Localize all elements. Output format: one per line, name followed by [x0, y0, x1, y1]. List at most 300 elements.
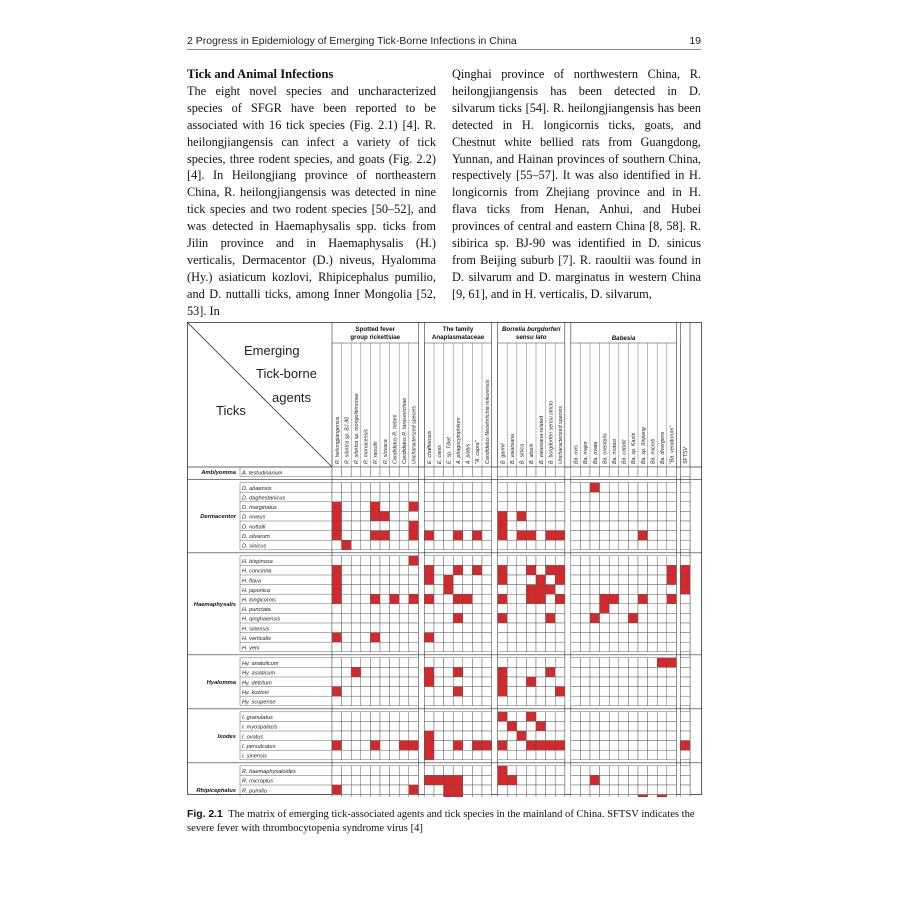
- matrix-cell: [590, 594, 600, 604]
- infection-mark: [409, 594, 419, 604]
- matrix-cell: [409, 604, 419, 614]
- matrix-cell: [351, 467, 361, 477]
- matrix-cell: [619, 540, 629, 550]
- matrix-cell: [571, 642, 581, 652]
- matrix-cell: [517, 585, 527, 595]
- infection-mark: [409, 531, 419, 541]
- matrix-cell: [580, 775, 590, 785]
- column-label: R. slovaca: [382, 439, 389, 464]
- matrix-cell: [390, 613, 400, 623]
- matrix-cell: [546, 594, 556, 604]
- matrix-cell: [580, 712, 590, 722]
- matrix-cell: [571, 721, 581, 731]
- matrix-cell: [609, 531, 619, 541]
- matrix-cell: [526, 492, 536, 502]
- matrix-cell: [444, 633, 454, 643]
- matrix-cell: [546, 604, 556, 614]
- matrix-cell: [619, 623, 629, 633]
- matrix-cell: [555, 750, 565, 760]
- matrix-cell: [361, 492, 371, 502]
- matrix-cell: [424, 696, 434, 706]
- matrix-cell: [409, 658, 419, 668]
- matrix-cell: [667, 633, 677, 643]
- infection-mark: [424, 633, 434, 643]
- matrix-cell: [453, 731, 463, 741]
- matrix-cell: [399, 594, 409, 604]
- matrix-cell: [390, 556, 400, 566]
- infection-mark: [453, 741, 463, 751]
- matrix-cell: [434, 521, 444, 531]
- infection-mark: [332, 741, 342, 751]
- matrix-cell: [526, 775, 536, 785]
- group-label: Anaplasmataceae: [431, 334, 485, 341]
- matrix-cell: [571, 585, 581, 595]
- matrix-cell: [434, 467, 444, 477]
- matrix-cell: [482, 502, 492, 512]
- matrix-cell: [507, 531, 517, 541]
- matrix-cell: [638, 633, 648, 643]
- species-name: I. sinensis: [242, 753, 267, 760]
- matrix-cell: [571, 623, 581, 633]
- species-name: H. sinensis: [242, 626, 270, 633]
- matrix-cell: [434, 531, 444, 541]
- matrix-cell: [498, 795, 508, 797]
- matrix-cell: [638, 483, 648, 493]
- matrix-cell: [444, 594, 454, 604]
- matrix-cell: [590, 667, 600, 677]
- matrix-cell: [351, 677, 361, 687]
- matrix-cell: [482, 585, 492, 595]
- matrix-cell: [332, 483, 342, 493]
- matrix-cell: [390, 721, 400, 731]
- matrix-cell: [507, 795, 517, 797]
- matrix-cell: [580, 604, 590, 614]
- matrix-cell: [453, 492, 463, 502]
- matrix-cell: [482, 556, 492, 566]
- species-name: R. haemaphysaloides: [242, 769, 296, 776]
- matrix-cell: [332, 613, 342, 623]
- matrix-cell: [380, 687, 390, 697]
- matrix-cell: [482, 623, 492, 633]
- matrix-cell: [434, 795, 444, 797]
- matrix-cell: [657, 712, 667, 722]
- matrix-cell: [571, 540, 581, 550]
- matrix-cell: [361, 741, 371, 751]
- matrix-cell: [380, 712, 390, 722]
- matrix-cell: [424, 766, 434, 776]
- matrix-cell: [680, 604, 690, 614]
- matrix-cell: [463, 633, 473, 643]
- matrix-cell: [482, 795, 492, 797]
- caption-label: Fig. 2.1: [187, 809, 223, 820]
- matrix-cell: [424, 642, 434, 652]
- matrix-cell: [507, 483, 517, 493]
- matrix-cell: [361, 594, 371, 604]
- matrix-cell: [555, 511, 565, 521]
- matrix-cell: [609, 511, 619, 521]
- matrix-cell: [507, 658, 517, 668]
- matrix-cell: [399, 604, 409, 614]
- matrix-cell: [555, 492, 565, 502]
- infection-mark: [498, 667, 508, 677]
- matrix-cell: [498, 604, 508, 614]
- matrix-cell: [342, 667, 352, 677]
- infection-mark: [667, 658, 677, 668]
- matrix-cell: [380, 492, 390, 502]
- matrix-cell: [380, 721, 390, 731]
- infection-mark: [434, 775, 444, 785]
- species-name: H. concinna: [242, 568, 272, 575]
- matrix-cell: [517, 556, 527, 566]
- species-name: R. microplus: [242, 778, 274, 785]
- matrix-cell: [351, 483, 361, 493]
- matrix-cell: [680, 775, 690, 785]
- matrix-cell: [526, 556, 536, 566]
- matrix-cell: [526, 766, 536, 776]
- matrix-cell: [409, 467, 419, 477]
- infection-mark: [390, 594, 400, 604]
- matrix-cell: [667, 502, 677, 512]
- matrix-cell: [332, 467, 342, 477]
- matrix-cell: [657, 585, 667, 595]
- matrix-cell: [390, 677, 400, 687]
- matrix-cell: [370, 565, 380, 575]
- species-name: H. flava: [242, 578, 261, 585]
- matrix-cell: [609, 658, 619, 668]
- matrix-cell: [667, 483, 677, 493]
- matrix-cell: [609, 556, 619, 566]
- matrix-cell: [370, 575, 380, 585]
- matrix-cell: [609, 687, 619, 697]
- matrix-cell: [361, 531, 371, 541]
- matrix-cell: [580, 658, 590, 668]
- matrix-cell: [390, 785, 400, 795]
- matrix-cell: [342, 575, 352, 585]
- matrix-cell: [463, 721, 473, 731]
- matrix-cell: [409, 775, 419, 785]
- matrix-cell: [517, 467, 527, 477]
- matrix-cell: [590, 766, 600, 776]
- matrix-cell: [657, 667, 667, 677]
- matrix-cell: [546, 658, 556, 668]
- matrix-cell: [498, 483, 508, 493]
- matrix-cell: [571, 511, 581, 521]
- matrix-cell: [590, 642, 600, 652]
- matrix-cell: [680, 613, 690, 623]
- matrix-cell: [680, 556, 690, 566]
- matrix-cell: [361, 642, 371, 652]
- matrix-cell: [390, 658, 400, 668]
- matrix-cell: [536, 613, 546, 623]
- matrix-cell: [472, 502, 482, 512]
- matrix-cell: [390, 565, 400, 575]
- matrix-cell: [332, 696, 342, 706]
- matrix-cell: [434, 741, 444, 751]
- matrix-cell: [498, 633, 508, 643]
- matrix-cell: [571, 633, 581, 643]
- matrix-cell: [342, 775, 352, 785]
- matrix-cell: [361, 502, 371, 512]
- caption-text: The matrix of emerging tick-associated agents and tick species in the mainland of China. SFTSV indicates the severe fever with thrombocytopenia syndrome virus [4]: [187, 809, 695, 834]
- matrix-cell: [638, 492, 648, 502]
- matrix-cell: [409, 483, 419, 493]
- matrix-cell: [342, 483, 352, 493]
- corner-word-emerging: Emerging: [244, 343, 300, 358]
- matrix-cell: [351, 556, 361, 566]
- infection-mark: [453, 667, 463, 677]
- column-label: "Ba. venatorum": [669, 425, 676, 464]
- matrix-cell: [580, 721, 590, 731]
- infection-mark: [498, 775, 508, 785]
- matrix-cell: [638, 741, 648, 751]
- matrix-cell: [667, 795, 677, 797]
- matrix-cell: [638, 623, 648, 633]
- matrix-cell: [600, 502, 610, 512]
- matrix-cell: [424, 712, 434, 722]
- matrix-cell: [390, 741, 400, 751]
- matrix-cell: [453, 677, 463, 687]
- matrix-cell: [332, 731, 342, 741]
- matrix-cell: [657, 623, 667, 633]
- matrix-cell: [648, 677, 658, 687]
- matrix-cell: [361, 667, 371, 677]
- matrix-cell: [667, 492, 677, 502]
- matrix-cell: [361, 731, 371, 741]
- matrix-cell: [628, 575, 638, 585]
- matrix-cell: [434, 750, 444, 760]
- matrix-cell: [590, 658, 600, 668]
- matrix-cell: [571, 521, 581, 531]
- matrix-cell: [472, 667, 482, 677]
- matrix-cell: [571, 565, 581, 575]
- matrix-cell: [399, 658, 409, 668]
- matrix-cell: [370, 750, 380, 760]
- matrix-cell: [536, 795, 546, 797]
- matrix-cell: [380, 575, 390, 585]
- matrix-cell: [482, 492, 492, 502]
- matrix-cell: [472, 521, 482, 531]
- infection-mark: [409, 785, 419, 795]
- species-name: I. ovatus: [242, 734, 264, 741]
- matrix-cell: [546, 677, 556, 687]
- left-paragraph: The eight novel species and uncharacterized species of SFGR have been reported to be associated with 16 tick species (Fig. 2.1) [4]. R. heilongjiangensis can infect a variety of tick species, three rodent species, and goats (Fig. 2.2) [4]. In Heilongjiang province of northeastern China, R. heilongjiangensis was detected in nine tick species and two rodent species [50–52], and was detected in Haemaphysalis spp. ticks from Jilin province and in Haemaphysalis (H.) verticalis, Dermacentor (D.) niveus, Hyalomma (Hy.) asiaticum kozlovi, Rhipicephalus pumilio, and D. nuttalli ticks, among Inner Mongolia [52, 53]. In: [187, 83, 436, 318]
- matrix-cell: [444, 521, 454, 531]
- infection-mark: [667, 575, 677, 585]
- infection-mark: [424, 575, 434, 585]
- matrix-cell: [482, 540, 492, 550]
- matrix-cell: [351, 741, 361, 751]
- infection-mark: [424, 677, 434, 687]
- matrix-cell: [628, 642, 638, 652]
- left-column: [187, 66, 436, 320]
- species-name: H. bispinosa: [242, 559, 273, 566]
- infection-mark: [332, 531, 342, 541]
- matrix-cell: [434, 712, 444, 722]
- matrix-cell: [600, 633, 610, 643]
- matrix-cell: [482, 467, 492, 477]
- matrix-cell: [619, 785, 629, 795]
- matrix-cell: [600, 667, 610, 677]
- matrix-cell: [409, 575, 419, 585]
- matrix-cell: [482, 775, 492, 785]
- infection-mark: [463, 594, 473, 604]
- infection-mark: [657, 658, 667, 668]
- matrix-cell: [507, 502, 517, 512]
- infection-mark: [424, 750, 434, 760]
- matrix-cell: [536, 623, 546, 633]
- matrix-cell: [648, 731, 658, 741]
- infection-mark: [590, 483, 600, 493]
- matrix-cell: [399, 667, 409, 677]
- matrix-cell: [453, 585, 463, 595]
- matrix-cell: [498, 731, 508, 741]
- matrix-cell: [667, 556, 677, 566]
- matrix-cell: [580, 731, 590, 741]
- matrix-cell: [667, 604, 677, 614]
- matrix-cell: [526, 721, 536, 731]
- matrix-cell: [463, 556, 473, 566]
- matrix-cell: [424, 623, 434, 633]
- matrix-cell: [472, 467, 482, 477]
- matrix-cell: [409, 677, 419, 687]
- matrix-cell: [628, 483, 638, 493]
- matrix-cell: [390, 585, 400, 595]
- matrix-cell: [424, 721, 434, 731]
- matrix-cell: [571, 677, 581, 687]
- matrix-cell: [648, 785, 658, 795]
- matrix-cell: [580, 785, 590, 795]
- infection-mark: [498, 613, 508, 623]
- genus-name: Rhipicephalus: [196, 787, 236, 794]
- matrix-cell: [342, 721, 352, 731]
- matrix-cell: [472, 511, 482, 521]
- matrix-cell: [609, 502, 619, 512]
- matrix-cell: [482, 531, 492, 541]
- matrix-cell: [361, 712, 371, 722]
- matrix-cell: [526, 750, 536, 760]
- matrix-cell: [580, 687, 590, 697]
- matrix-cell: [507, 575, 517, 585]
- matrix-cell: [546, 766, 556, 776]
- matrix-cell: [361, 696, 371, 706]
- matrix-cell: [638, 604, 648, 614]
- matrix-cell: [482, 785, 492, 795]
- tick-agent-matrix-figure: [187, 322, 702, 797]
- matrix-cell: [472, 575, 482, 585]
- matrix-cell: [434, 565, 444, 575]
- species-name: D. silvarum: [242, 533, 270, 540]
- matrix-cell: [472, 594, 482, 604]
- matrix-cell: [590, 585, 600, 595]
- matrix-cell: [628, 585, 638, 595]
- matrix-cell: [472, 658, 482, 668]
- matrix-cell: [555, 623, 565, 633]
- matrix-cell: [399, 613, 409, 623]
- matrix-cell: [370, 467, 380, 477]
- matrix-cell: [648, 687, 658, 697]
- matrix-cell: [680, 795, 690, 797]
- matrix-cell: [609, 521, 619, 531]
- matrix-cell: [434, 511, 444, 521]
- matrix-cell: [555, 604, 565, 614]
- matrix-cell: [463, 766, 473, 776]
- infection-mark: [409, 556, 419, 566]
- matrix-cell: [648, 633, 658, 643]
- matrix-cell: [526, 502, 536, 512]
- matrix-cell: [380, 613, 390, 623]
- matrix-cell: [609, 633, 619, 643]
- matrix-cell: [609, 604, 619, 614]
- matrix-cell: [609, 667, 619, 677]
- matrix-cell: [463, 642, 473, 652]
- matrix-cell: [342, 795, 352, 797]
- infection-mark: [332, 633, 342, 643]
- column-label: B. burgdorferi sensu stricto: [548, 400, 555, 464]
- matrix-cell: [667, 766, 677, 776]
- matrix-cell: [517, 696, 527, 706]
- matrix-cell: [482, 565, 492, 575]
- matrix-cell: [351, 594, 361, 604]
- matrix-cell: [463, 712, 473, 722]
- matrix-cell: [546, 696, 556, 706]
- matrix-cell: [380, 677, 390, 687]
- matrix-cell: [619, 604, 629, 614]
- matrix-cell: [517, 785, 527, 795]
- matrix-cell: [600, 795, 610, 797]
- matrix-cell: [380, 667, 390, 677]
- matrix-cell: [546, 502, 556, 512]
- matrix-cell: [536, 565, 546, 575]
- matrix-cell: [342, 613, 352, 623]
- matrix-cell: [638, 556, 648, 566]
- matrix-cell: [444, 531, 454, 541]
- infection-mark: [638, 531, 648, 541]
- matrix-cell: [380, 775, 390, 785]
- matrix-cell: [680, 483, 690, 493]
- group-label: Babesia: [611, 335, 636, 342]
- matrix-cell: [482, 696, 492, 706]
- matrix-cell: [463, 658, 473, 668]
- matrix-cell: [600, 687, 610, 697]
- matrix-cell: [351, 511, 361, 521]
- matrix-cell: [444, 677, 454, 687]
- matrix-cell: [648, 721, 658, 731]
- matrix-cell: [453, 556, 463, 566]
- matrix-cell: [380, 502, 390, 512]
- infection-mark: [590, 613, 600, 623]
- infection-mark: [472, 741, 482, 751]
- matrix-cell: [463, 502, 473, 512]
- matrix-cell: [434, 594, 444, 604]
- matrix-cell: [638, 677, 648, 687]
- matrix-cell: [380, 658, 390, 668]
- matrix-cell: [498, 642, 508, 652]
- matrix-cell: [580, 575, 590, 585]
- infection-mark: [498, 766, 508, 776]
- matrix-cell: [609, 623, 619, 633]
- column-label: R. heilongjiangensis: [334, 416, 341, 464]
- matrix-cell: [444, 750, 454, 760]
- matrix-cell: [472, 677, 482, 687]
- matrix-cell: [657, 575, 667, 585]
- matrix-cell: [380, 565, 390, 575]
- matrix-cell: [590, 575, 600, 585]
- matrix-cell: [351, 502, 361, 512]
- infection-mark: [370, 511, 380, 521]
- matrix-cell: [482, 677, 492, 687]
- matrix-cell: [498, 696, 508, 706]
- matrix-cell: [657, 721, 667, 731]
